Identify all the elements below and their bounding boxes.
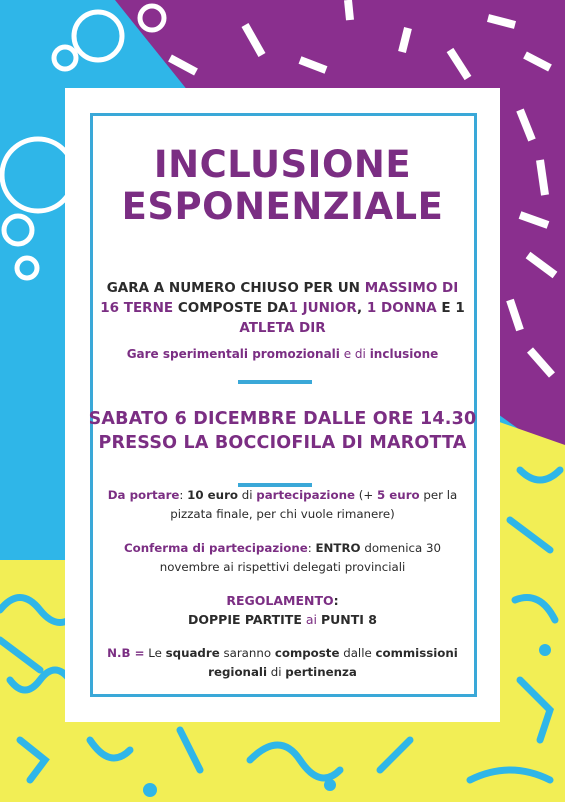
conferma-text-1: Conferma di partecipazione	[123, 541, 308, 555]
nb-text-4: saranno	[219, 646, 275, 660]
conferma-text-2: :	[307, 541, 316, 555]
date-line-2: PRESSO LA BOCCIOFILA DI MAROTTA	[98, 433, 467, 453]
gara-text-4: COMPOSTE DA	[177, 300, 289, 316]
gara-text-7: 1 DONNA	[366, 300, 437, 316]
nb-text-5: composte	[274, 646, 340, 660]
nb-text-8: regionali	[208, 665, 267, 679]
nb-text-6: dalle	[339, 646, 376, 660]
portare-text-8: per la	[419, 488, 458, 502]
nb-text-3: squadre	[165, 646, 220, 660]
portare-text-1: Da portare	[107, 488, 180, 502]
nb-text-9: di	[267, 665, 286, 679]
portare-text	[71, 486, 494, 524]
gara-text-5: 1 JUNIOR	[288, 300, 358, 316]
nb-text-10: pertinenza	[285, 665, 357, 679]
nb-text-1: N.B =	[107, 646, 145, 660]
portare-text-5: partecipazione	[256, 488, 355, 502]
poster-title	[65, 144, 500, 228]
gara-text	[71, 278, 494, 338]
conferma-text-3: ENTRO	[315, 541, 361, 555]
regolamento-colon: :	[333, 593, 339, 608]
gara-text-6: ,	[357, 300, 367, 316]
conferma-text-4: domenica 30	[360, 541, 442, 555]
gara-text-9: ATLETA DIR	[239, 320, 326, 336]
regolamento-text-2: ai	[301, 612, 321, 627]
regolamento-text	[71, 591, 494, 629]
date-text	[71, 407, 494, 455]
title-line-2: ESPONENZIALE	[121, 185, 444, 228]
gare-text	[71, 346, 494, 362]
gara-text-1: GARA A NUMERO CHIUSO PER UN	[106, 280, 360, 296]
title-line-1: INCLUSIONE	[153, 143, 412, 186]
nb-text-7: commissioni	[375, 646, 458, 660]
portare-text-7: 5 euro	[376, 488, 420, 502]
portare-text-4: di	[238, 488, 257, 502]
portare-text-2: :	[179, 488, 188, 502]
gare-text-2: e di	[339, 347, 370, 361]
date-line-1: SABATO 6 DICEMBRE DALLE ORE 14.30	[88, 409, 477, 429]
conferma-text	[71, 539, 494, 577]
nb-text-2: Le	[144, 646, 166, 660]
gara-text-3: 16 TERNE	[100, 300, 174, 316]
gara-text-8: E 1	[436, 300, 465, 316]
gara-text-2: MASSIMO DI	[364, 280, 459, 296]
regolamento-text-3: PUNTI 8	[320, 612, 377, 627]
portare-text-3: 10 euro	[187, 488, 238, 502]
conferma-text-5: novembre ai rispettivi delegati provinciali	[159, 560, 406, 574]
gare-text-3: inclusione	[369, 347, 439, 361]
portare-text-9: pizzata finale, per chi vuole rimanere)	[170, 507, 395, 521]
portare-text-6: (+	[354, 488, 377, 502]
regolamento-text-1: DOPPIE PARTITE	[188, 612, 302, 627]
divider-1	[238, 380, 312, 384]
regolamento-title: REGOLAMENTO	[226, 593, 334, 608]
poster-card	[65, 88, 500, 722]
gare-text-1: Gare sperimentali promozionali	[126, 347, 340, 361]
nb-text	[71, 644, 494, 682]
